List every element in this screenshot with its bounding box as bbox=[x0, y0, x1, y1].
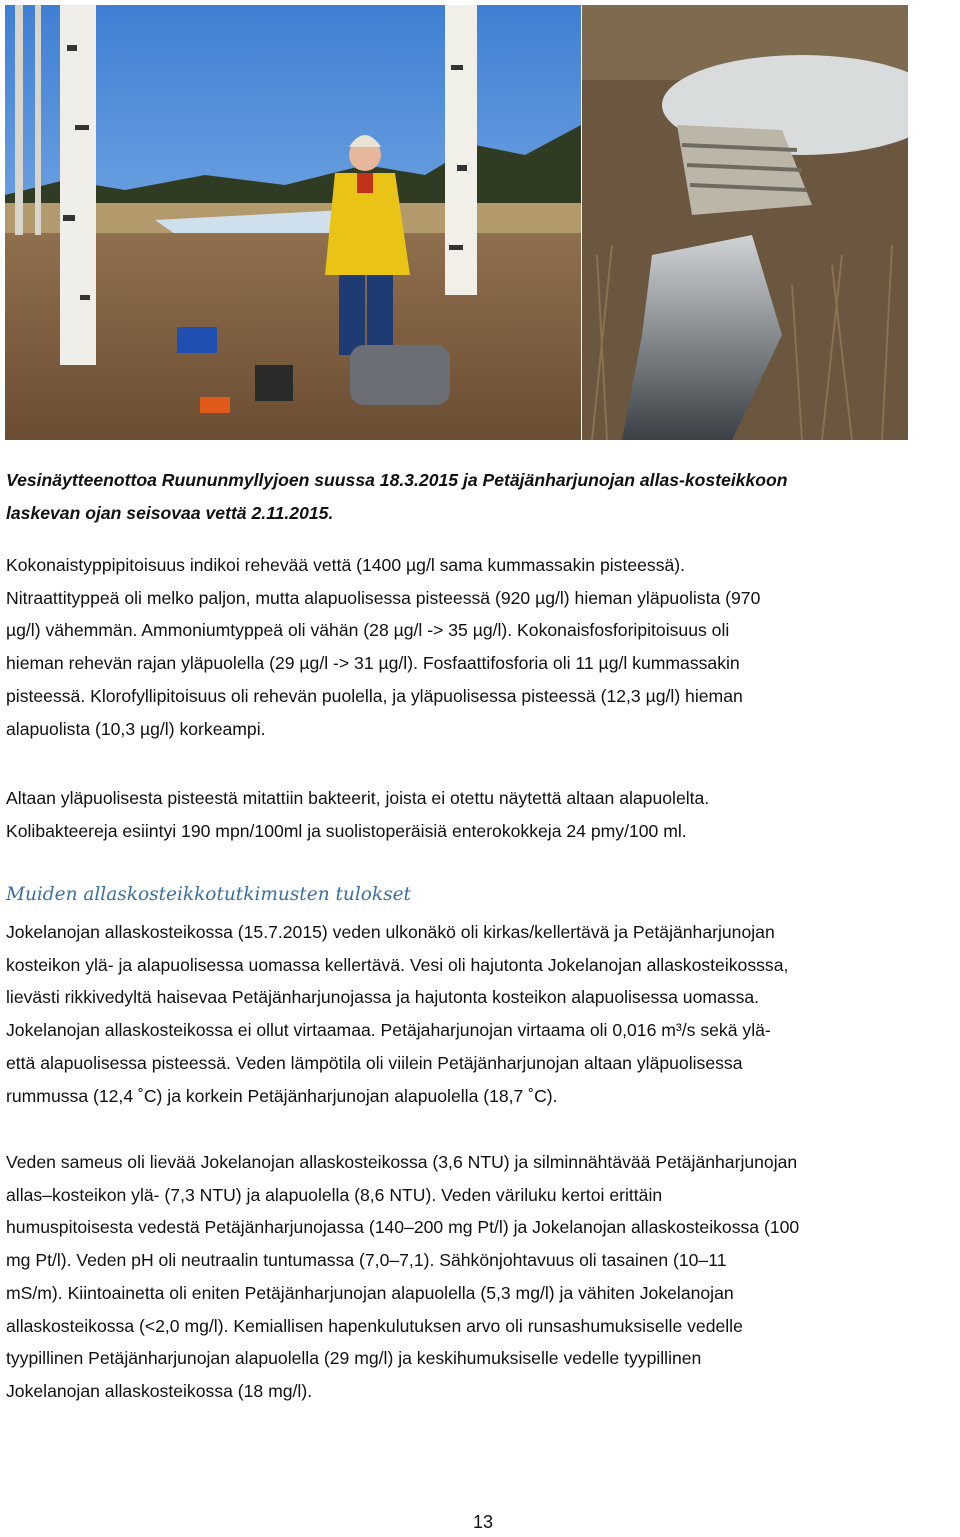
text-line: mg Pt/l). Veden pH oli neutraalin tuntumassa (7,0–7,1). Sähkönjohtavuus oli tasainen (10–11 bbox=[6, 1250, 727, 1271]
text-line: kosteikon ylä- ja alapuolisessa uomassa kellertävä. Vesi oli hajutonta Jokelanojan allaskosteikosssa, bbox=[6, 954, 789, 975]
photo-caption bbox=[6, 464, 956, 529]
photo-water-sampling bbox=[5, 5, 581, 440]
text-line: mS/m). Kiintoainetta oli eniten Petäjänharjunojan alapuolella (5,3 mg/l) ja vähiten Jokelanojan bbox=[6, 1282, 734, 1303]
text-line: että alapuolisessa pisteessä. Veden lämpötila oli viilein Petäjänharjunojan altaan yläpuolisessa bbox=[6, 1052, 743, 1073]
text-line: µg/l) vähemmän. Ammoniumtyppeä oli vähän (28 µg/l -> 35 µg/l). Kokonaisfosforipitoisuus oli bbox=[6, 620, 730, 641]
paragraph-bacteria bbox=[6, 782, 956, 847]
caption-line: Vesinäytteenottoa Ruununmyllyjoen suussa 18.3.2015 ja Petäjänharjunojan allas-kosteikkoon bbox=[6, 470, 788, 490]
text-line: Veden sameus oli lievää Jokelanojan allaskosteikossa (3,6 NTU) ja silminnähtävää Petäjänharjunojan bbox=[6, 1152, 798, 1172]
text-line: humuspitoisesta vedestä Petäjänharjunojassa (140–200 mg Pt/l) ja Jokelanojan allaskosteikossa (100 bbox=[6, 1217, 800, 1238]
text-line: Jokelanojan allaskosteikossa (18 mg/l). bbox=[6, 1380, 313, 1401]
text-line: lievästi rikkivedyltä haisevaa Petäjänharjunojassa ja hajutonta kosteikon alapuolisessa uomassa. bbox=[6, 987, 760, 1008]
text-line: Kokonaistyppipitoisuus indikoi rehevää vettä (1400 µg/l sama kummassakin pisteessä). bbox=[6, 555, 686, 575]
text-line: Jokelanojan allaskosteikossa (15.7.2015) veden ulkonäkö oli kirkas/kellertävä ja Petäjänharjunojan bbox=[6, 922, 775, 942]
paragraph-nutrients bbox=[6, 549, 956, 745]
text-line: Nitraattityppeä oli melko paljon, mutta alapuolisessa pisteessä (920 µg/l) hieman yläpuolista (970 bbox=[6, 587, 761, 608]
text-line: allaskosteikossa (<2,0 mg/l). Kemiallisen hapenkulutuksen arvo oli runsashumuksiselle vedelle bbox=[6, 1315, 743, 1336]
text-line: allas–kosteikon ylä- (7,3 NTU) ja alapuolella (8,6 NTU). Veden väriluku kertoi erittäin bbox=[6, 1184, 663, 1205]
text-line: Kolibakteereja esiintyi 190 mpn/100ml ja suolistoperäisiä enterokokkeja 24 pmy/100 ml. bbox=[6, 820, 687, 841]
text-line: rummussa (12,4 ˚C) ja korkein Petäjänharjunojan alapuolella (18,7 ˚C). bbox=[6, 1085, 558, 1106]
text-line: Jokelanojan allaskosteikossa ei ollut virtaamaa. Petäjaharjunojan virtaama oli 0,016 m³/s sekä ylä- bbox=[6, 1020, 771, 1041]
caption-line: laskevan ojan seisovaa vettä 2.11.2015. bbox=[6, 502, 334, 523]
text-line: hieman rehevän rajan yläpuolella (29 µg/l -> 31 µg/l). Fosfaattifosforia oli 11 µg/l kummassakin bbox=[6, 653, 740, 674]
page-number: 13 bbox=[472, 1512, 494, 1532]
text-line: alapuolista (10,3 µg/l) korkeampi. bbox=[6, 718, 266, 739]
paragraph-water-appearance bbox=[6, 916, 956, 1112]
section-heading: Muiden allaskosteikkotutkimusten tulokset bbox=[6, 884, 411, 905]
text-line: tyypillinen Petäjänharjunojan alapuolella (29 mg/l) ja keskihumuksiselle vedelle tyypillinen bbox=[6, 1348, 702, 1369]
text-line: Altaan yläpuolisesta pisteestä mitattiin bakteerit, joista ei otettu näytettä altaan alapuolelta. bbox=[6, 788, 710, 808]
paragraph-water-quality bbox=[6, 1146, 956, 1408]
text-line: pisteessä. Klorofyllipitoisuus oli rehevän puolella, ja yläpuolisessa pisteessä (12,3 µg/l) hieman bbox=[6, 685, 743, 706]
photo-ditch-standing-water bbox=[582, 5, 908, 440]
